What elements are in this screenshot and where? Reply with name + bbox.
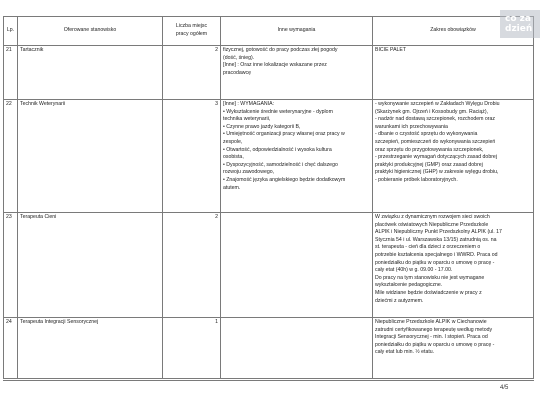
table-row — [4, 213, 534, 318]
job-offers-table — [3, 16, 534, 379]
row-duties: BICIE PALET — [373, 46, 534, 100]
row-requirements: [Inne] : WYMAGANIA: • Wykształcenie średnie weterynaryjne - dyplom technika weterynarii, • Czynne prawo jazdy kategorii B, • Umiejętność organizacji pracy własnej oraz pracy w zespole, • Otwartość, odpowiedzialność i wysoka kultura osobista, • Dyspozycyjność, samodzielność i chęć dalszego rozwoju zawodowego, • Znajomość języka angielskiego będzie dodatkowym atutem. — [221, 100, 373, 213]
row-lp: 23 — [4, 213, 18, 318]
header-requirements: Inne wymagania — [221, 17, 373, 46]
header-count: Liczba miejsc pracy ogółem — [163, 17, 221, 46]
table-header-row — [4, 17, 534, 46]
row-count: 1 — [163, 318, 221, 379]
row-requirements: fizycznej, gotowość do pracy podczas złej pogody (dość, śnieg). [Inne] : Oraz inne lokalizacje wskazane przez pracodawcę — [221, 46, 373, 100]
header-position: Oferowane stanowisko — [18, 17, 163, 46]
row-requirements — [221, 318, 373, 379]
header-duties: Zakres obowiązków — [373, 17, 534, 46]
table-row — [4, 318, 534, 379]
table-row — [4, 46, 534, 100]
row-duties: - wykonywanie szczepień w Zakładach Wylęgu Drobiu (Skarżynek gm. Ojrzeń i Kossobudy gm. Raciąż), - nadzór nad dostawą szczepionek, rozchodem oraz warunkami ich przechowywania - dbanie o czystość sprzętu do wykonywania szczepień, pomieszczeń do wykonywania szczepień oraz sprzętu do przygotowywania szczepionek, - przestrzeganie wymagań dotyczących zasad dobrej praktyki produkcyjnej (GMP) oraz zasad dobrej praktyki higienicznej (GHP) w zakresie wylęgu drobiu, - pobieranie próbek laboratoryjnych. — [373, 100, 534, 213]
row-lp: 22 — [4, 100, 18, 213]
row-position: Tartacznik — [18, 46, 163, 100]
page-number: 4/5 — [500, 385, 509, 391]
row-position: Terapeuta Cieni — [18, 213, 163, 318]
footer-divider — [3, 380, 534, 381]
row-requirements — [221, 213, 373, 318]
row-duties: Niepubliczne Przedszkole ALPIK w Ciechanowie zatrudni certyfikowanego terapeutę według metody Integracji Sensorycznej - min. I stopień. Praca od poniedziałku do piątku w oparciu o umowę o pracę - cały etat lub min. ½ etatu. — [373, 318, 534, 379]
row-duties: W związku z dynamicznym rozwojem sieci swoich placówek oświatowych Niepubliczne Przedszkole ALPIK i Niepubliczny Punkt Przedszkolny ALPIK (ul. 17 Stycznia 54 i ul. Warszawska 13/15) zatrudnią os. na st. terapeuta - cień dla dzieci z orzeczeniem o potrzebie kształcenia specjalnego i WWRD. Praca od poniedziałku do piątku w oparciu o umowę o pracę - cały etat (40h) w g. 09.00 - 17.00. Do pracy na tym stanowisku nie jest wymagane wykształcenie pedagogiczne. Mile widziane będzie doświadczenie w pracy z dziećmi z autyzmem. — [373, 213, 534, 318]
header-lp: Lp. — [4, 17, 18, 46]
table-row — [4, 100, 534, 213]
row-count: 2 — [163, 213, 221, 318]
row-lp: 24 — [4, 318, 18, 379]
row-lp: 21 — [4, 46, 18, 100]
row-count: 2 — [163, 46, 221, 100]
row-count: 3 — [163, 100, 221, 213]
row-position: Terapeuta Integracji Sensorycznej — [18, 318, 163, 379]
watermark-text: co za dzień — [505, 14, 533, 34]
row-position: Technik Weterynarii — [18, 100, 163, 213]
